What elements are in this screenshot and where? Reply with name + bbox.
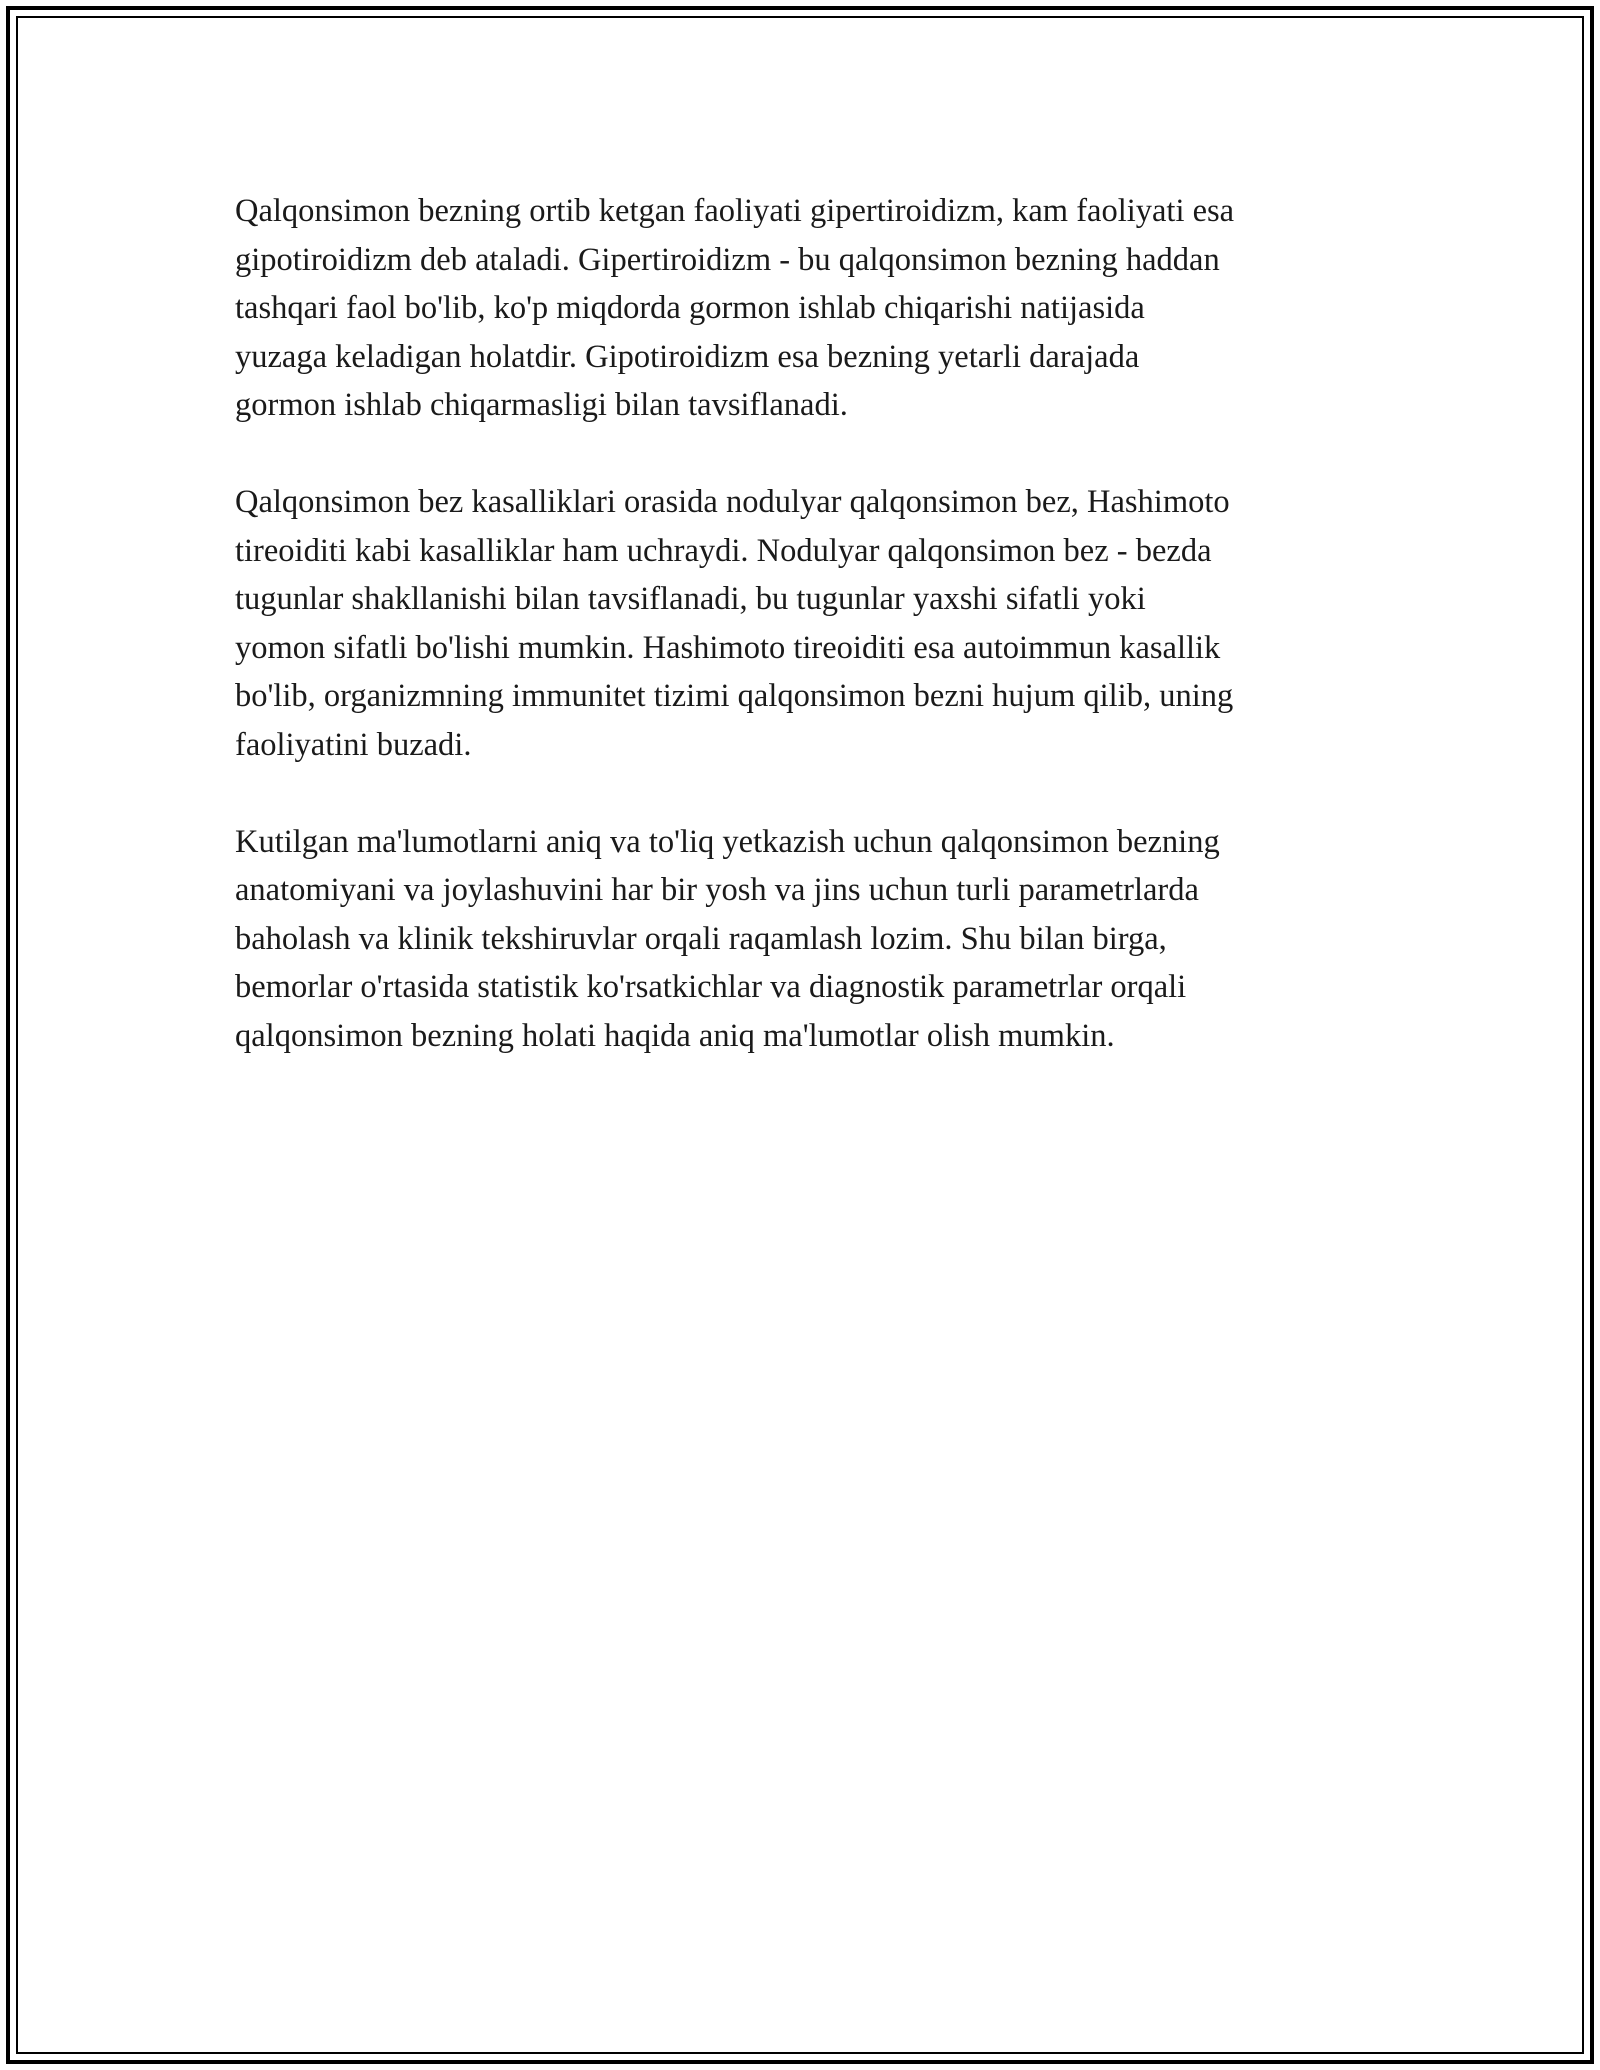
paragraph-line: tugunlar shakllanishi bilan tavsiflanadi, bu tugunlar yaxshi sifatli yoki [235, 581, 1146, 617]
document-body [235, 187, 1385, 1109]
paragraph-line: gipotiroidizm deb ataladi. Gipertiroidizm - bu qalqonsimon bezning haddan [235, 241, 1220, 278]
paragraph-line: faoliyatini buzadi. [235, 726, 472, 763]
paragraph-line: yomon sifatli bo'lishi mumkin. Hashimoto tireoiditi esa autoimmun kasallik [235, 629, 1221, 666]
paragraph-3 [235, 818, 1385, 1061]
paragraph-line: tireoiditi kabi kasalliklar ham uchraydi. Nodulyar qalqonsimon bez - bezda [235, 532, 1212, 569]
paragraph-line: bo'lib, organizmning immunitet tizimi qalqonsimon bezni hujum qilib, uning [235, 678, 1234, 714]
paragraph-line: baholash va klinik tekshiruvlar orqali raqamlash lozim. Shu bilan birga, [235, 920, 1167, 957]
paragraph-line: anatomiyani va joylashuvini har bir yosh va jins uchun turli parametrlarda [235, 872, 1199, 908]
paragraph-line: bemorlar o'rtasida statistik ko'rsatkichlar va diagnostik parametrlar orqali [235, 969, 1187, 1005]
paragraph-line: yuzaga keladigan holatdir. Gipotiroidizm esa bezning yetarli darajada [235, 338, 1140, 375]
paragraph-line: qalqonsimon bezning holati haqida aniq ma'lumotlar olish mumkin. [235, 1017, 1115, 1054]
paragraph-line: tashqari faol bo'lib, ko'p miqdorda gormon ishlab chiqarishi natijasida [235, 290, 1145, 326]
paragraph-line: Qalqonsimon bezning ortib ketgan faoliyati gipertiroidizm, kam faoliyati esa [235, 193, 1235, 229]
paragraph-line: gormon ishlab chiqarmasligi bilan tavsiflanadi. [235, 387, 848, 423]
paragraph-line: Kutilgan ma'lumotlarni aniq va to'liq yetkazish uchun qalqonsimon bezning [235, 823, 1220, 860]
paragraph-2 [235, 478, 1385, 769]
paragraph-1 [235, 187, 1385, 430]
paragraph-line: Qalqonsimon bez kasalliklari orasida nodulyar qalqonsimon bez, Hashimoto [235, 484, 1230, 520]
